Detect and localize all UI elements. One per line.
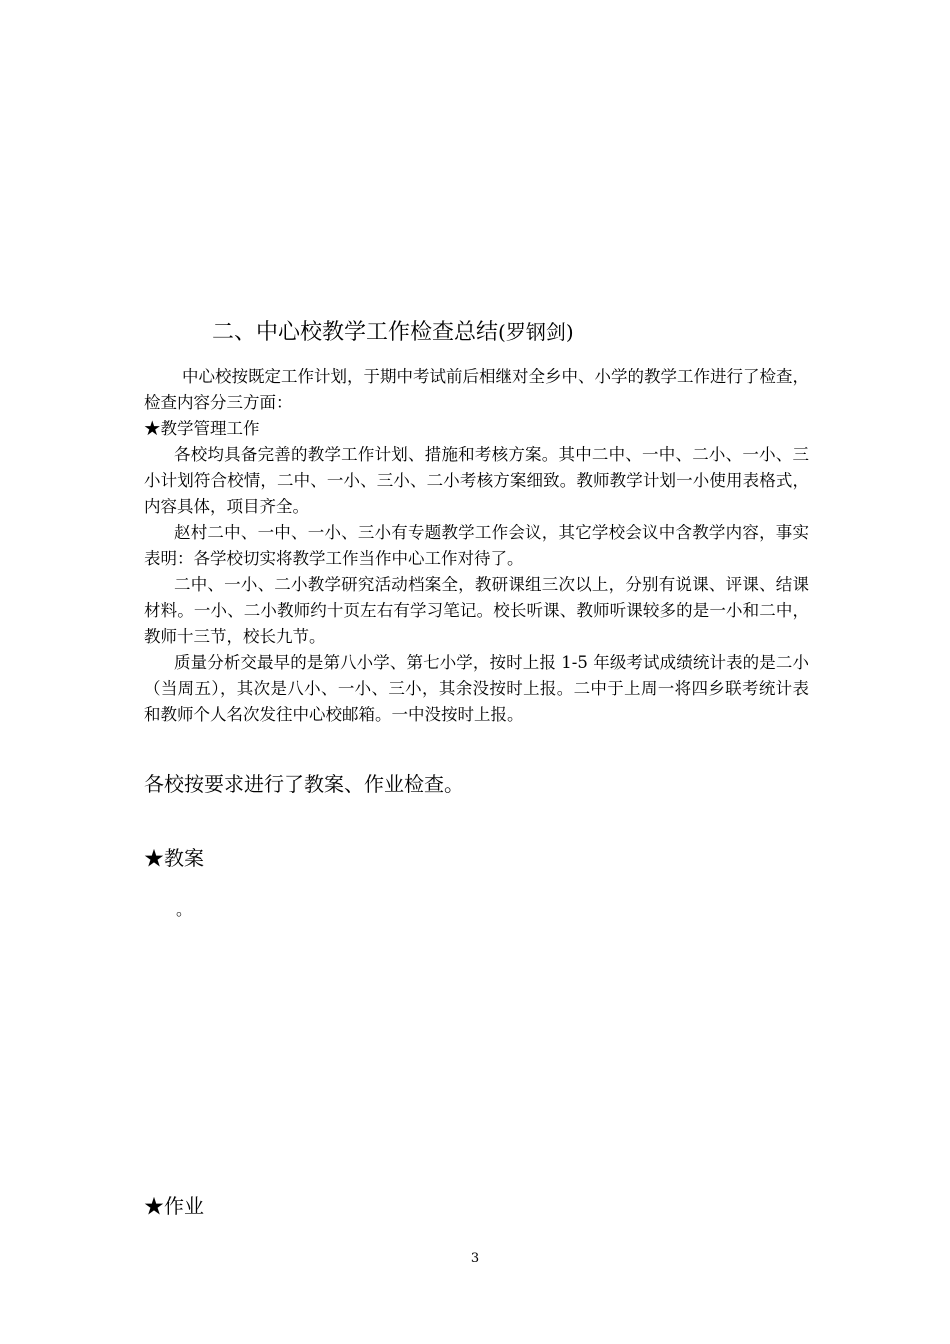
document-title xyxy=(212,316,574,349)
paragraph-plans: 各校均具备完善的教学工作计划、措施和考核方案。其中二中、一中、二小、一小、三小计划符合校情，二中、一小、三小、二小考核方案细致。教师教学计划一小使用表格式，内容具体，项目齐全。 xyxy=(144,445,809,516)
section-heading-management: ★教学管理工作 xyxy=(144,419,260,438)
body-text xyxy=(144,364,809,728)
paragraph-quality: 质量分析交最早的是第八小学、第七小学，按时上报 1-5 年级考试成绩统计表的是二小（当周五），其次是八小、一小、三小，其余没按时上报。二中于上周一将四乡联考统计表和教师个人名次发往中心校邮箱。一中没按时上报。 xyxy=(144,653,809,724)
title-author: (罗钢剑) xyxy=(498,320,574,344)
paragraph-research: 二中、一小、二小教学研究活动档案全，教研课组三次以上，分别有说课、评课、结课材料。一小、二小教师约十页左右有学习笔记。校长听课、教师听课较多的是一小和二中，教师十三节，校长九节。 xyxy=(144,575,809,646)
title-text: 二、中心校教学工作检查总结 xyxy=(212,320,499,345)
page-number: 3 xyxy=(470,1251,480,1266)
section-heading-lesson-plans: ★教案 xyxy=(144,846,204,870)
intro-paragraph: 中心校按既定工作计划，于期中考试前后相继对全乡中、小学的教学工作进行了检查，检查内容分三方面： xyxy=(144,367,809,412)
check-statement: 各校按要求进行了教案、作业检查。 xyxy=(144,772,464,796)
paragraph-meetings: 赵村二中、一中、一小、三小有专题教学工作会议，其它学校会议中含教学内容，事实表明：各学校切实将教学工作当作中心工作对待了。 xyxy=(144,523,809,568)
lesson-plans-mark: 。 xyxy=(176,900,193,919)
section-heading-homework: ★作业 xyxy=(144,1194,204,1218)
